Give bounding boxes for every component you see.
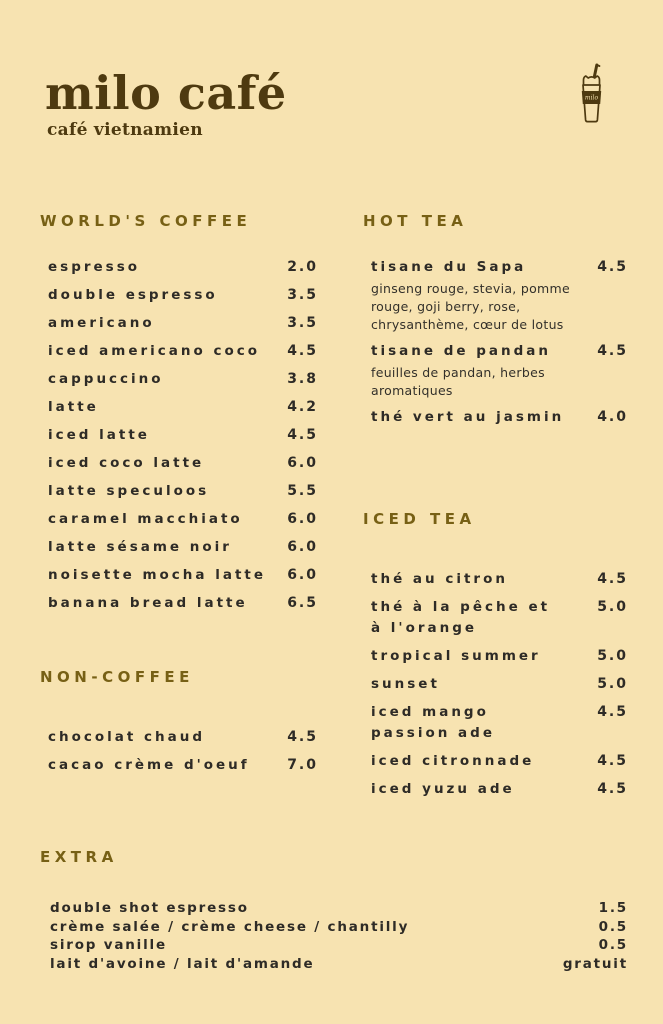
section-iced-tea (363, 510, 628, 800)
menu-item (40, 955, 628, 974)
item-name: tisane du Sapa (371, 259, 527, 275)
item-name: latte sésame noir (48, 539, 232, 555)
menu-item (40, 425, 318, 446)
item-name: sunset (371, 676, 440, 692)
item-name: latte (48, 399, 99, 415)
menu-item (40, 481, 318, 502)
item-price: 0.5 (598, 918, 628, 935)
section-title: HOT TEA (363, 212, 468, 230)
menu-item (363, 751, 628, 772)
menu-item (40, 593, 318, 614)
item-name: crème salée / crème cheese / chantilly (50, 918, 410, 935)
section-title: EXTRA (40, 848, 118, 866)
menu-item (40, 537, 318, 558)
menu-item (40, 509, 318, 530)
item-price: 3.5 (287, 315, 318, 331)
item-name: iced latte (48, 427, 150, 443)
item-name: double shot espresso (50, 900, 249, 916)
item-price: 1.5 (598, 900, 628, 916)
menu-item (363, 569, 628, 590)
menu-item (40, 565, 318, 586)
item-name: iced coco latte (48, 455, 205, 471)
menu-rows (363, 569, 628, 800)
menu-item (40, 899, 628, 918)
item-price: 4.5 (597, 571, 628, 587)
item-name: thé à la pêche et à l'orange (371, 599, 551, 636)
item-price: 6.0 (287, 455, 318, 471)
item-name: cacao crème d'oeuf (48, 757, 250, 773)
section-extra (40, 848, 628, 973)
menu-item-group (363, 257, 628, 334)
item-name: latte speculoos (48, 483, 210, 499)
menu-item (363, 341, 628, 362)
section-title: ICED TEA (363, 510, 476, 528)
menu-item (40, 453, 318, 474)
item-name: double espresso (48, 287, 218, 303)
menu-item (40, 285, 318, 306)
item-price: 4.5 (287, 427, 318, 443)
page-title: milo café (45, 66, 287, 120)
item-price: 4.5 (597, 704, 628, 720)
item-price: 4.5 (287, 729, 318, 745)
item-price: gratuit (562, 955, 628, 972)
item-description: feuilles de pandan, herbes aromatiques (371, 365, 545, 398)
menu-item (363, 779, 628, 800)
item-price: 4.5 (597, 259, 628, 275)
menu-item (40, 397, 318, 418)
item-name: iced yuzu ade (371, 781, 515, 797)
item-price: 4.5 (597, 343, 628, 359)
item-price: 4.5 (287, 343, 318, 359)
menu-item (40, 727, 318, 748)
item-name: tisane de pandan (371, 343, 551, 359)
section-title: NON-COFFEE (40, 668, 194, 686)
menu-item (40, 755, 318, 776)
menu-item (40, 918, 628, 937)
section-hot-tea (363, 212, 628, 428)
takeaway-cup-with-straw-icon (571, 63, 611, 131)
item-name: lait d'avoine / lait d'amande (50, 955, 315, 972)
item-price: 4.5 (597, 753, 628, 769)
item-price: 5.0 (597, 599, 628, 615)
menu-rows (363, 257, 628, 428)
item-price: 6.0 (287, 567, 318, 583)
item-price: 6.5 (287, 595, 318, 611)
section-non-coffee (40, 668, 318, 776)
menu-item (363, 257, 628, 278)
item-name: americano (48, 315, 155, 331)
menu-item (40, 257, 318, 278)
item-price: 3.8 (287, 371, 318, 387)
item-name: iced americano coco (48, 343, 261, 359)
item-price: 6.0 (287, 511, 318, 527)
item-price: 4.2 (287, 399, 318, 415)
item-price: 7.0 (287, 757, 318, 773)
menu-item (363, 646, 628, 667)
section-title: WORLD'S COFFEE (40, 212, 252, 230)
item-name: caramel macchiato (48, 511, 243, 527)
menu-item (363, 597, 628, 639)
item-price: 4.5 (597, 781, 628, 797)
menu-item-group (363, 341, 628, 400)
item-name: noisette mocha latte (48, 567, 267, 583)
item-price: 2.0 (287, 259, 318, 275)
item-price: 5.0 (597, 648, 628, 664)
item-name: iced citronnade (371, 753, 535, 769)
menu-item (363, 407, 628, 428)
item-name: tropical summer (371, 648, 541, 664)
item-price: 3.5 (287, 287, 318, 303)
menu-item (40, 341, 318, 362)
menu-item (363, 702, 628, 744)
menu-item (40, 936, 628, 955)
item-name: chocolat chaud (48, 729, 206, 745)
item-price: 5.5 (287, 483, 318, 499)
item-name: sirop vanille (50, 937, 167, 953)
item-description: ginseng rouge, stevia, pomme rouge, goji berry, rose, chrysanthème, cœur de lotus (371, 281, 570, 332)
item-name: espresso (48, 259, 141, 275)
item-price: 5.0 (597, 676, 628, 692)
menu-item (40, 313, 318, 334)
page-subtitle: café vietnamien (47, 120, 203, 140)
item-name: cappuccino (48, 371, 164, 387)
menu-rows (40, 899, 628, 973)
menu-item (363, 674, 628, 695)
logo-label: milo (584, 94, 599, 102)
section-worlds-coffee (40, 212, 318, 614)
item-name: banana bread latte (48, 595, 248, 611)
item-price: 0.5 (598, 937, 628, 953)
item-name: thé au citron (371, 571, 508, 587)
item-name: iced mango passion ade (371, 704, 495, 741)
menu-rows (40, 257, 318, 614)
item-price: 6.0 (287, 539, 318, 555)
menu-item (40, 369, 318, 390)
item-name: thé vert au jasmin (371, 409, 565, 425)
item-price: 4.0 (597, 409, 628, 425)
menu-rows (40, 727, 318, 776)
